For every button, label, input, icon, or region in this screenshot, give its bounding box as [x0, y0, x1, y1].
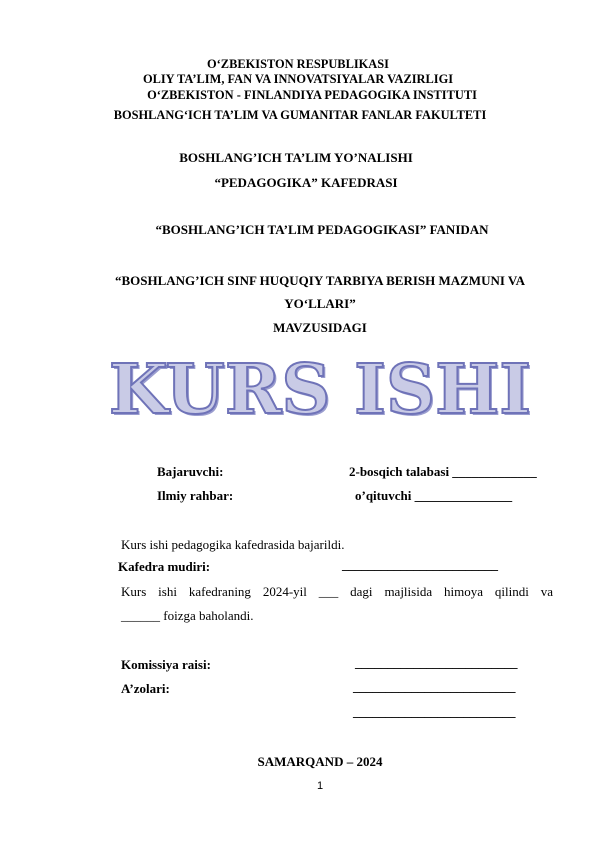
commission-member-line-2: _________________________ [353, 704, 516, 719]
defense-text-line-2: ______ foizga baholandi. [121, 608, 254, 623]
study-direction: BOSHLANG’ICH TA’LIM YO’NALISHI [179, 150, 413, 165]
performer-value: 2-bosqich talabasi _____________ [349, 464, 537, 479]
supervisor-value: o’qituvchi _______________ [355, 488, 513, 503]
page-number: 1 [316, 780, 324, 792]
city-year: SAMARQAND – 2024 [257, 754, 383, 769]
completion-text: Kurs ishi pedagogika kafedrasida bajarildi. [121, 537, 345, 552]
chair-name: “PEDAGOGIKA” KAFEDRASI [214, 175, 398, 190]
commission-chair-label: Komissiya raisi: [121, 657, 211, 672]
head-of-chair-label: Kafedra mudiri: [118, 559, 211, 574]
topic-line-1: “BOSHLANG’ICH SINF HUQUQIY TARBIYA BERISH MAZMUNI VA [114, 273, 526, 288]
work-title: KURS ISHI [108, 350, 532, 430]
institute-name: O‘ZBEKISTON - FINLANDIYA PEDAGOGIKA INSTITUTI [147, 88, 477, 102]
head-of-chair-signature-line: ________________________ [342, 557, 498, 572]
topic-line-3: MAVZUSIDAGI [273, 320, 367, 335]
performer-label: Bajaruvchi: [157, 464, 224, 479]
supervisor-label: Ilmiy rahbar: [157, 488, 234, 503]
commission-members-label: A’zolari: [121, 681, 170, 696]
commission-member-line-1: _________________________ [353, 679, 516, 694]
defense-text-line-1: Kurs ishi kafedraning 2024-yil ___ dagi majlisida himoya qilindi va [121, 584, 553, 599]
subject-title: “BOSHLANG’ICH TA’LIM PEDAGOGIKASI” FANIDAN [155, 222, 489, 237]
ministry-country: O‘ZBEKISTON RESPUBLIKASI [207, 57, 389, 71]
faculty-name: BOSHLANG‘ICH TA’LIM VA GUMANITAR FANLAR FAKULTETI [113, 108, 487, 122]
topic-line-2: YO‘LLARI” [284, 296, 356, 311]
ministry-name: OLIY TA’LIM, FAN VA INNOVATSIYALAR VAZIRLIGI [142, 72, 454, 86]
commission-chair-line: _________________________ [355, 655, 518, 670]
